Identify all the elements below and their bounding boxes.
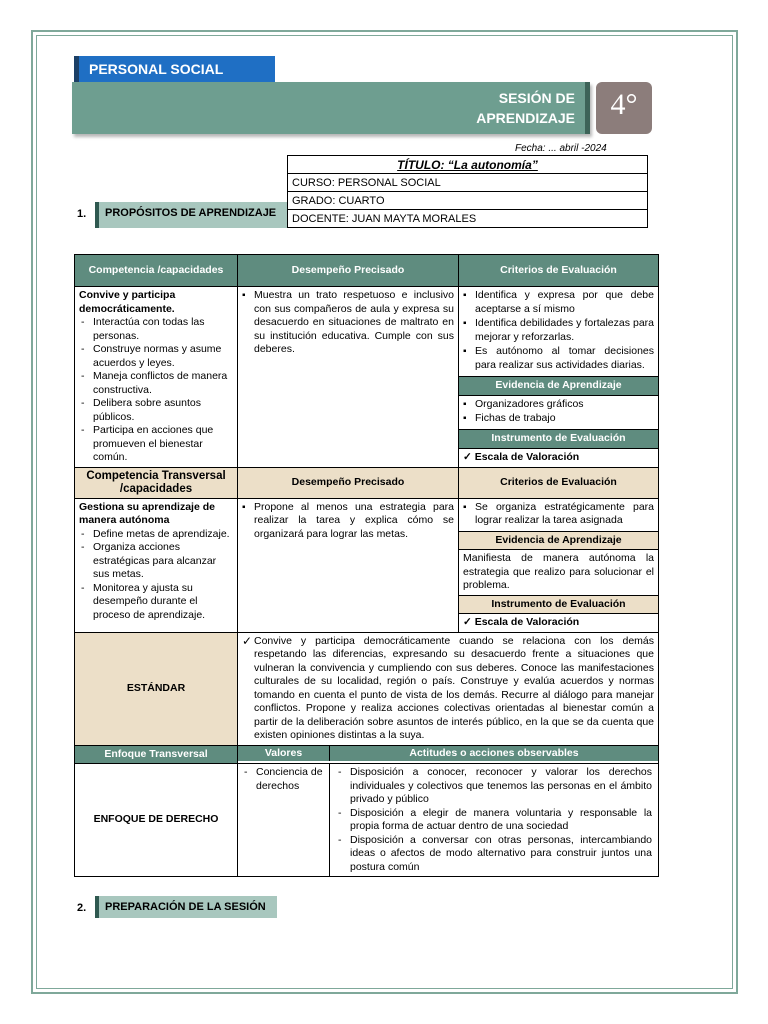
- criterios-2-cell: [459, 498, 659, 531]
- session-title: TÍTULO: “La autonomía”: [288, 156, 648, 174]
- header-valores: Valores: [238, 746, 330, 762]
- competencia-1-capacities: [79, 316, 233, 465]
- list-item: - Delibera sobre asuntos públicos.: [79, 397, 233, 424]
- header-competencia: Competencia /capacidades: [75, 255, 238, 287]
- list-item: ▪ Identifica y expresa por que debe aceptarse a sí mismo: [463, 289, 654, 316]
- list-item: ▪ Es autónomo al tomar decisiones para realizar sus actividades diarias.: [463, 345, 654, 372]
- banner-line-2: APRENDIZAJE: [476, 110, 575, 126]
- estandar-cell: [238, 632, 659, 745]
- criterios-2-text: ▪ Se organiza estratégicamente para lograr realizar la tarea asignada: [463, 501, 654, 528]
- evidencia-1-header: Evidencia de Aprendizaje: [459, 376, 659, 395]
- check-icon: ✓: [242, 633, 253, 648]
- area-tag: PERSONAL SOCIAL: [74, 56, 275, 83]
- banner-title: [445, 88, 575, 128]
- grade-field: GRADO: CUARTO: [288, 192, 648, 210]
- session-info-table: [287, 155, 648, 228]
- competencia-2-title: Gestiona su aprendizaje de manera autónoma: [79, 500, 215, 526]
- desempeno-2-cell: [238, 498, 459, 632]
- header-enfoque: Enfoque Transversal: [75, 745, 238, 764]
- list-item: - Disposición a conversar con otras personas, intercambiando ideas o afectos de modo alternativo para construir juntos una postura común: [336, 834, 652, 875]
- purposes-table: [74, 254, 659, 877]
- header-valores-actitudes: [238, 745, 659, 764]
- section-1-heading: [77, 202, 287, 228]
- header-criterios-2: Criterios de Evaluación: [459, 467, 659, 498]
- list-item: - Define metas de aprendizaje.: [79, 528, 233, 542]
- estandar-label: ESTÁNDAR: [75, 632, 238, 745]
- list-item: - Maneja conflictos de manera constructiva.: [79, 370, 233, 397]
- section-2-number: 2.: [77, 902, 87, 914]
- section-1-label: PROPÓSITOS DE APRENDIZAJE: [95, 202, 287, 228]
- instrumento-2-header: Instrumento de Evaluación: [459, 595, 659, 614]
- desempeno-2-text: ▪ Propone al menos una estrategia para realizar la tarea y explica cómo se organizará para lograr las metas.: [242, 501, 454, 542]
- header-actitudes: Actitudes o acciones observables: [330, 746, 658, 762]
- header-desempeno-2: Desempeño Precisado: [238, 467, 459, 498]
- grade-badge: 4°: [596, 82, 652, 134]
- competencia-1-cell: [75, 287, 238, 468]
- section-2-label: PREPARACIÓN DE LA SESIÓN: [95, 896, 277, 918]
- list-item: - Organiza acciones estratégicas para alcanzar sus metas.: [79, 541, 233, 582]
- section-2-heading: [77, 896, 277, 918]
- actitudes-cell: [330, 764, 658, 876]
- header-desempeno: Desempeño Precisado: [238, 255, 459, 287]
- list-item: - Construye normas y asume acuerdos y leyes.: [79, 343, 233, 370]
- date-label: Fecha: ... abril -2024: [515, 143, 607, 154]
- banner-line-1: SESIÓN DE: [498, 90, 575, 106]
- list-item: ▪ Organizadores gráficos: [463, 398, 654, 412]
- instrumento-1-header: Instrumento de Evaluación: [459, 430, 659, 449]
- list-item: - Disposición a conocer, reconocer y valorar los derechos individuales y colectivos que tenemos las personas en el ámbito privado y público: [336, 766, 652, 807]
- header-criterios: Criterios de Evaluación: [459, 255, 659, 287]
- teacher-field: DOCENTE: JUAN MAYTA MORALES: [288, 210, 648, 228]
- section-1-number: 1.: [77, 208, 87, 220]
- list-item: ▪ Identifica debilidades y fortalezas para mejorar y reforzarlas.: [463, 317, 654, 344]
- estandar-text: Convive y participa democráticamente cuando se relaciona con los demás respetando las diferencias, expresando su desacuerdo frente a situaciones que vulneran la convivencia y cumpliendo con sus deberes. Conoce las manifestaciones culturales de su localidad, región o país. Construye y evalúa acuerdos y normas tomando en cuenta el punto de vista de los demás. Recurre al diálogo para manejar conflictos. Propone y realiza acciones colectivas orientadas al bienestar común a partir de la deliberación sobre asuntos de interés público, en la que se da cuenta que existen opiniones distintas a la suya.: [254, 634, 654, 741]
- evidencia-2-header: Evidencia de Aprendizaje: [459, 531, 659, 550]
- enfoque-value: ENFOQUE DE DERECHO: [75, 764, 238, 877]
- list-item: - Interactúa con todas las personas.: [79, 316, 233, 343]
- competencia-2-capacities: [79, 528, 233, 623]
- enfoque-detail-cell: [238, 764, 659, 877]
- desempeno-1-text: ▪ Muestra un trato respetuoso e inclusivo con sus compañeros de aula y expresa su desacuerdo en situaciones de maltrato en su institución educativa. Cumple con sus deberes.: [242, 289, 454, 357]
- valores-cell: [238, 764, 330, 876]
- criterios-1-cell: [459, 287, 659, 377]
- list-item: - Disposición a elegir de manera voluntaria y responsable la propia forma de actuar dentro de una sociedad: [336, 807, 652, 834]
- evidencia-2-value: Manifiesta de manera autónoma la estrategia que realizo para solucionar el problema.: [459, 550, 659, 596]
- evidencia-1-cell: [459, 395, 659, 429]
- competencia-2-cell: [75, 498, 238, 632]
- list-item: ▪ Fichas de trabajo: [463, 412, 654, 426]
- desempeno-1-cell: [238, 287, 459, 468]
- instrumento-2-value: ✓ Escala de Valoración: [459, 614, 659, 633]
- header-competencia-transversal: Competencia Transversal /capacidades: [75, 467, 238, 498]
- instrumento-1-value: ✓ Escala de Valoración: [459, 448, 659, 467]
- list-item: - Monitorea y ajusta su desempeño durante el proceso de aprendizaje.: [79, 582, 233, 623]
- competencia-1-title: Convive y participa democráticamente.: [79, 289, 176, 315]
- list-item: - Participa en acciones que promueven el bienestar común.: [79, 424, 233, 465]
- session-banner: [72, 82, 590, 134]
- valor-item: - Conciencia de derechos: [242, 766, 325, 793]
- course-field: CURSO: PERSONAL SOCIAL: [288, 174, 648, 192]
